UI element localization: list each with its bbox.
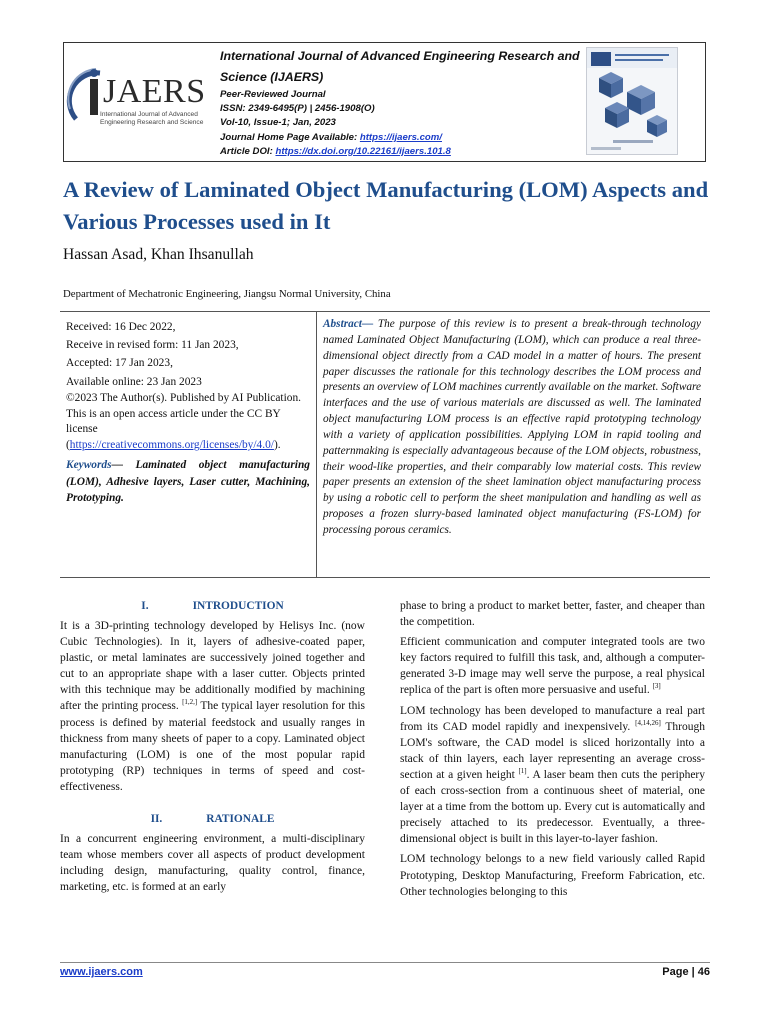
- author-affiliation: Department of Mechatronic Engineering, Jiangsu Normal University, China: [63, 288, 391, 300]
- online-date: Available online: 23 Jan 2023: [66, 375, 202, 388]
- home-page-link[interactable]: https://ijaers.com/: [359, 131, 442, 143]
- keywords-label: Keywords: [66, 459, 112, 471]
- abstract-text: The purpose of this review is to present a break-through technology named Laminated Object Manufacturing (LOM), which can produce a real three-dimensional object directly from a CAD model in a matter of hours. The present paper discusses the rationale for this technology describes the LOM process and presents an overview of LOM machines currently available on the market. Software interfaces and the use of various materials are discussed as well. The laminated object manufacturing LOM process is an effective rapid prototyping technology with a variety of application possibilities. Applying LOM in rapid tooling and patternmaking is especially advantageous because of the LOM objects, robustness, their wood-like properties, and their comparably low material costs. This review paper presents an extension of the sheet lamination object manufacturing process by using a robotic cell to perform the sheet manipulation and handling as well as proposes a frozen slurry-based laminated object manufacturing (FS-LOM) for processing porous ceramics.: [323, 318, 701, 536]
- section-number: I.: [141, 600, 149, 612]
- cover-cubes-icon: [587, 48, 678, 155]
- section-number: II.: [150, 813, 163, 826]
- body-paragraph: phase to bring a product to market better, faster, and cheaper than the competition.: [400, 600, 705, 629]
- citation: [1]: [518, 767, 527, 776]
- abstract-label: Abstract: [323, 318, 362, 330]
- doi-label: Article DOI:: [220, 145, 276, 157]
- home-page-label: Journal Home Page Available:: [220, 131, 360, 143]
- abstract: Abstract— The purpose of this review is to present a break-through technology named Laminated Object Manufacturing (LOM), which can produce a real three-dimensional object directly from a CAD model in a matter of hours. The present paper discusses the rationale for this technology describes the LOM process and presents an overview of LOM machines currently available on the market. Software interfaces and the use of various materials are discussed as well. The laminated object manufacturing LOM process is an effective rapid prototyping technology with a variety of application possibilities. Applying LOM in rapid tooling and patternmaking is especially advantageous because of the LOM objects, robustness, their wood-like properties, and their comparably low material costs. This review paper presents an extension of the sheet lamination object manufacturing process by using a robotic cell to perform the sheet manipulation and handling as well as proposes a frozen slurry-based laminated object manufacturing (FS-LOM) for processing porous ceramics.: [323, 318, 701, 536]
- citation: [3]: [652, 682, 661, 691]
- body-paragraph: LOM technology has been developed to manufacture a real part from its CAD model rapidly and inexpensively. [4,14,26] Through LOM's software, the CAD model is sliced horizontally into a stack of thin layers, each layer representing an average cross-section at a given height [1]. A laser beam then cuts the periphery of each cross-section from a continuous sheet of material, one layer at a time from the bottom up. Every cut is automatically and precisely attached to its predecessor. Eventually, a three-dimensional object is built in this layer-to-layer fashion.: [400, 704, 706, 846]
- license-text: ©2023 The Author(s). Published by AI Publication. This is an open access article under the CC BY license: [66, 391, 301, 436]
- section-heading-rationale: [60, 811, 365, 827]
- revised-date: Receive in revised form: 11 Jan 2023,: [66, 339, 239, 352]
- license-link[interactable]: https://creativecommons.org/licenses/by/4.0/: [69, 439, 274, 452]
- logo-wordmark: JAERS: [103, 73, 206, 110]
- received-date: Received: 16 Dec 2022,: [66, 321, 176, 333]
- journal-header: [63, 42, 706, 162]
- doi-line: [220, 145, 580, 159]
- journal-title: International Journal of Advanced Engineering Research and Science (IJAERS): [220, 49, 580, 84]
- article-history: [66, 318, 310, 507]
- journal-info: [220, 46, 580, 159]
- info-divider: [316, 312, 317, 577]
- issn-line: ISSN: 2349-6495(P) | 2456-1908(O): [220, 103, 375, 115]
- section-title: RATIONALE: [206, 813, 275, 826]
- footer-site-link[interactable]: www.ijaers.com: [60, 966, 143, 978]
- rationale-paragraph: In a concurrent engineering environment, a multi-disciplinary team whose members cover all aspects of product development including design, manufacturing, quality control, finance, marketing, etc. is formed at an early: [60, 833, 365, 894]
- citation: [1,2,]: [182, 698, 198, 707]
- journal-logo: [66, 65, 216, 145]
- article-info-box: [60, 311, 710, 578]
- body-paragraph: Efficient communication and computer integrated tools are two key factors required to fulfill this task, and, although a computer-generated 3-D image may well serve the purpose, a real physical replica of the part is often more persuasive and useful. [3]: [400, 636, 705, 697]
- body-right-column: [400, 598, 705, 904]
- license-statement: ©2023 The Author(s). Published by AI Publication. This is an open access article under the CC BY license (https://creativecommons.org/licenses/by/4.0/).: [66, 391, 301, 452]
- article-title: A Review of Laminated Object Manufacturing (LOM) Aspects and Various Processes used in It: [63, 177, 709, 234]
- keywords: Keywords— Laminated object manufacturing (LOM), Adhesive layers, Laser cutter, Machining, Prototyping.: [66, 459, 310, 505]
- footer-rule: [60, 962, 710, 963]
- body-left-column: [60, 598, 365, 899]
- doi-link[interactable]: https://dx.doi.org/10.22161/ijaers.101.8: [275, 145, 451, 157]
- section-title: INTRODUCTION: [192, 600, 284, 612]
- intro-paragraph: It is a 3D-printing technology developed by Helisys Inc. (now Cubic Technologies). In it, layers of adhesive-coated paper, plastic, or metal laminates are successively joined together and cut to an appropriate shape with a laser cutter. Objects printed with this technique may be additionally modified by machining after the printing process. [1,2,] The typical layer resolution for this process is defined by material feedstock and usually ranges in thickness from many sheets of paper to a copy. Laminated object manufacturing (LOM) is one of the most popular rapid prototyping (RP) techniques in terms of speed and cost-effectiveness.: [60, 620, 365, 793]
- peer-reviewed-label: Peer-Reviewed Journal: [220, 89, 326, 100]
- section-heading-introduction: [60, 598, 365, 614]
- body-paragraph: LOM technology belongs to a new field variously called Rapid Prototyping, Desktop Manufacturing, Freeform Fabrication, etc. Other technologies belonging to this: [400, 853, 705, 898]
- journal-cover-image: [586, 47, 678, 155]
- page-number: Page | 46: [662, 966, 710, 978]
- logo-subtitle: International Journal of Advanced Engineering Research and Science: [100, 111, 204, 126]
- volume-line: Vol-10, Issue-1; Jan, 2023: [220, 117, 336, 129]
- citation: [4,14,26]: [635, 718, 661, 727]
- accepted-date: Accepted: 17 Jan 2023,: [66, 357, 173, 370]
- keywords-text: Laminated object manufacturing (LOM), Adhesive layers, Laser cutter, Machining, Prototyping.: [66, 459, 310, 505]
- article-authors: Hassan Asad, Khan Ihsanullah: [63, 246, 254, 263]
- home-page-line: [220, 131, 580, 145]
